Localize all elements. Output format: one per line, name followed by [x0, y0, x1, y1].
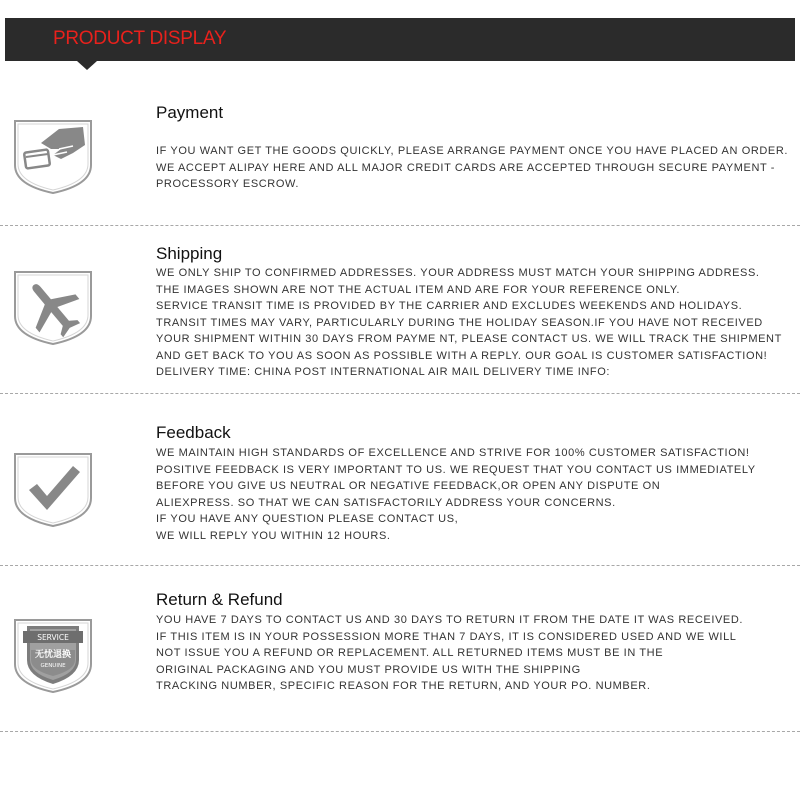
text-line: YOU HAVE 7 DAYS TO CONTACT US AND 30 DAYS TO RETURN IT FROM THE DATE IT WAS RECEIVED.: [156, 614, 744, 626]
header-title: PRODUCT DISPLAY: [53, 28, 227, 49]
text-line: WE ONLY SHIP TO CONFIRMED ADDRESSES. YOUR ADDRESS MUST MATCH YOUR SHIPPING ADDRESS.: [156, 267, 760, 279]
section-divider: [0, 393, 800, 394]
service-badge-icon: [13, 618, 93, 694]
credit-card-hand-icon: [13, 119, 93, 195]
text-line: TRANSIT TIMES MAY VARY, PARTICULARLY DURING THE HOLIDAY SEASON.IF YOU HAVE NOT RECEIVED: [156, 316, 763, 329]
text-line: THE IMAGES SHOWN ARE NOT THE ACTUAL ITEM AND ARE FOR YOUR REFERENCE ONLY.: [156, 283, 681, 296]
text-line: WE ACCEPT ALIPAY HERE AND ALL MAJOR CREDIT CARDS ARE ACCEPTED THROUGH SECURE PAYMENT -: [156, 161, 776, 174]
product-display-header: [5, 18, 795, 61]
section-body-return-refund: [156, 612, 796, 695]
text-line: WE MAINTAIN HIGH STANDARDS OF EXCELLENCE AND STRIVE FOR 100% CUSTOMER SATISFACTION!: [156, 447, 750, 459]
text-line: AND GET BACK TO YOU AS SOON AS POSSIBLE WITH A REPLY. OUR GOAL IS CUSTOMER SATISFACTION!: [156, 349, 768, 362]
badge-chinese-text: 无忧退换: [34, 650, 72, 660]
text-line: WE WILL REPLY YOU WITHIN 12 HOURS.: [156, 529, 391, 542]
section-body-shipping: [156, 265, 796, 381]
badge-service-text: SERVICE: [37, 633, 69, 642]
text-line: DELIVERY TIME: CHINA POST INTERNATIONAL AIR MAIL DELIVERY TIME INFO:: [156, 366, 611, 378]
section-title-payment: Payment: [156, 103, 224, 122]
section-title-shipping: Shipping: [156, 244, 223, 263]
text-line: NOT ISSUE YOU A REFUND OR REPLACEMENT. ALL RETURNED ITEMS MUST BE IN THE: [156, 647, 664, 659]
text-line: BEFORE YOU GIVE US NEUTRAL OR NEGATIVE FEEDBACK,OR OPEN ANY DISPUTE ON: [156, 480, 661, 492]
section-divider: [0, 225, 800, 226]
text-line: SERVICE TRANSIT TIME IS PROVIDED BY THE CARRIER AND EXCLUDES WEEKENDS AND HOLIDAYS.: [156, 300, 743, 312]
text-line: PROCESSORY ESCROW.: [156, 178, 300, 190]
section-title-return-refund: Return & Refund: [156, 590, 283, 609]
text-line: IF YOU HAVE ANY QUESTION PLEASE CONTACT US,: [156, 513, 459, 525]
airplane-icon: [13, 270, 93, 346]
section-body-payment: [156, 143, 796, 193]
text-line: IF YOU WANT GET THE GOODS QUICKLY, PLEASE ARRANGE PAYMENT ONCE YOU HAVE PLACED AN ORDER.: [156, 145, 789, 157]
badge-genuine-text: GENUINE: [40, 663, 66, 669]
checkmark-icon: [13, 452, 93, 528]
text-line: POSITIVE FEEDBACK IS VERY IMPORTANT TO US. WE REQUEST THAT YOU CONTACT US IMMEDIATELY: [156, 463, 756, 476]
text-line: TRACKING NUMBER, SPECIFIC REASON FOR THE RETURN, AND YOUR PO. NUMBER.: [156, 680, 651, 692]
section-divider: [0, 731, 800, 732]
text-line: YOUR SHIPMENT WITHIN 30 DAYS FROM PAYME NT, PLEASE CONTACT US. WE WILL TRACK THE SHIPMENT: [156, 333, 782, 345]
header-pointer-arrow: [77, 61, 97, 70]
section-title-feedback: Feedback: [156, 423, 231, 442]
text-line: ALIEXPRESS. SO THAT WE CAN SATISFACTORILY ADDRESS YOUR CONCERNS.: [156, 496, 616, 509]
section-body-feedback: [156, 445, 796, 544]
section-divider: [0, 565, 800, 566]
text-line: IF THIS ITEM IS IN YOUR POSSESSION MORE THAN 7 DAYS, IT IS CONSIDERED USED AND WE WILL: [156, 630, 737, 643]
text-line: ORIGINAL PACKAGING AND YOU MUST PROVIDE US WITH THE SHIPPING: [156, 663, 581, 676]
